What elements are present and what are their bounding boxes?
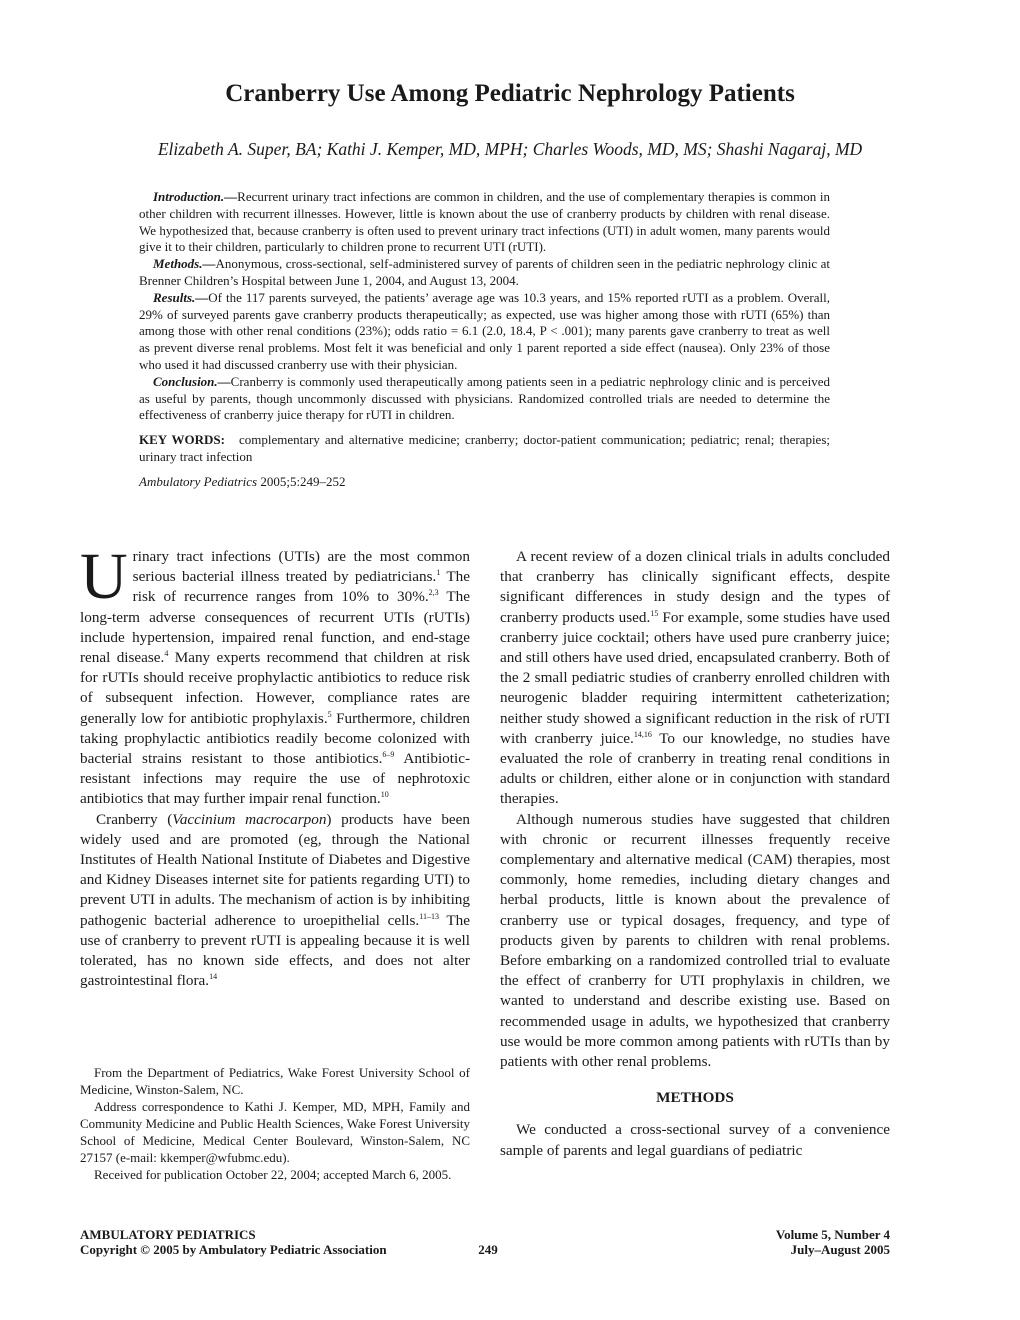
text-run: Furthermore, children taking prophylactic antibiotics readily become colonized with bacterial strains resistant to those antibiotics. (80, 709, 470, 768)
text-run: The risk of recurrence ranges from 10% to 30%. (132, 568, 470, 606)
abstract-results (139, 290, 830, 374)
text-run: Cranberry ( (96, 810, 173, 828)
text-run: Antibiotic-resistant infections may require the use of nephrotoxic antibiotics that may further impair renal function. (80, 750, 470, 808)
abstract-conclusion (139, 374, 830, 424)
left-column (80, 540, 470, 991)
footer-copyright: Copyright © 2005 by Ambulatory Pediatric Association (80, 1242, 387, 1257)
reference-marker: 4 (164, 649, 169, 659)
journal-name: Ambulatory Pediatrics (139, 473, 258, 489)
conclusion-label: Conclusion.— (153, 373, 231, 389)
text-run: The long-term adverse consequences of recurrent UTIs (rUTIs) include hypertension, impaired renal function, and end-stage renal disease. (80, 588, 470, 667)
right-column (500, 547, 890, 1161)
abstract (139, 189, 830, 491)
introduction-text: Recurrent urinary tract infections are common in children, and the use of complementary therapies is common in other children with recurrent illnesses. However, little is known about the use of cranberry products by children with renal disease. We hypothesized that, because cranberry is often used to prevent urinary tract infections (UTI) in adult women, many parents would give it to their children, particularly to children prone to recurrent UTI (rUTI). (139, 189, 830, 255)
author-list: Elizabeth A. Super, BA; Kathi J. Kemper, MD, MPH; Charles Woods, MD, MS; Shashi Nagaraj, MD (157, 139, 863, 159)
reference-marker: 15 (650, 608, 659, 618)
text-run: A recent review of a dozen clinical trials in adults concluded that cranberry has clinically significant effects, despite significant differences in study design and the types of cranberry products used. (500, 548, 890, 626)
reference-marker: 14,16 (633, 729, 652, 739)
intro-paragraph-3 (500, 547, 890, 810)
introduction-label: Introduction.— (153, 189, 238, 204)
reference-marker: 5 (327, 709, 332, 719)
text-run: To our knowledge, no studies have evaluated the role of cranberry in treating renal conditions in adults or children, either alone or in conjunction with standard therapies. (500, 729, 890, 808)
text-run: The use of cranberry to prevent rUTI is appealing because it is well tolerated, has no known side effects, and does not alter gastrointestinal flora. (80, 911, 470, 990)
footnote-received: Received for publication October 22, 2004; accepted March 6, 2005. (94, 1167, 452, 1182)
footer-right (776, 1227, 890, 1257)
footnote-address: Address correspondence to Kathi J. Kemper, MD, MPH, Family and Community Medicine and Public Health Sciences, Wake Forest University School of Medicine, Medical Center Boulevard, Winston-Salem, NC 27157 (e-mail: kkemper@wfubmc.edu). (80, 1099, 470, 1165)
results-label: Results.— (153, 289, 209, 305)
footnote-affiliation: From the Department of Pediatrics, Wake Forest University School of Medicine, Winston-Salem, NC. (80, 1065, 470, 1097)
species-name: Vaccinium macrocarpon (172, 810, 327, 828)
reference-marker: 2,3 (428, 588, 439, 598)
methods-heading: METHODS (656, 1089, 734, 1107)
methods-text: Anonymous, cross-sectional, self-administered survey of parents of children seen in the pediatric nephrology clinic at Brenner Children’s Hospital between June 1, 2004, and August 13, 2004. (139, 256, 830, 288)
intro-paragraph-1 (80, 540, 470, 810)
text-run: For example, some studies have used cranberry juice cocktail; others have used pure cranberry juice; and still others have used dried, encapsulated cranberry. Both of the 2 small pediatric studies of cranberry enrolled children with neurogenic bladder requiring intermittent catheterization; neither study showed a significant reduction in the risk of rUTI with cranberry juice. (500, 608, 890, 747)
reference-marker: 6–9 (382, 750, 395, 760)
intro-paragraph-4: Although numerous studies have suggested that children with chronic or recurrent illnesses frequently receive complementary and alternative medical (CAM) therapies, most commonly, home remedies, including dietary changes and herbal products, little is known about the prevalence of cranberry use or typical dosages, frequency, and type of products given by parents to children with renal problems. Before embarking on a randomized controlled trial to evaluate the effect of cranberry for UTI prophylaxis in children, we wanted to understand and describe existing use. Based on recommended usage in adults, we hypothesized that cranberry use would be more common among patients with rUTIs than by patients with other renal problems. (500, 810, 890, 1071)
text-run: rinary tract infections (UTIs) are the most common serious bacterial illness treated by pediatricians. (132, 548, 470, 586)
methods-label: Methods.— (153, 256, 216, 272)
reference-marker: 1 (436, 568, 441, 578)
footer-journal: AMBULATORY PEDIATRICS (80, 1227, 256, 1242)
conclusion-text: Cranberry is commonly used therapeutically among patients seen in a pediatric nephrology clinic and is perceived as useful by parents, though uncommonly discussed with physicians. Randomized controlled trials are needed to determine the effectiveness of cranberry juice therapy for rUTI in children. (139, 373, 830, 423)
drop-cap: U (80, 540, 128, 613)
abstract-methods (139, 256, 830, 290)
citation-text: 2005;5:249–252 (257, 473, 346, 489)
journal-citation (139, 474, 830, 491)
abstract-introduction (139, 189, 830, 256)
intro-paragraph-2 (80, 810, 470, 992)
text-run: Many experts recommend that children at risk for rUTIs should receive prophylactic antibiotics to reduce risk of subsequent infection. However, compliance rates are generally low for antibiotic prophylaxis. (80, 649, 470, 727)
footnotes (80, 1064, 470, 1183)
reference-marker: 11–13 (419, 911, 439, 921)
text-run: ) products have been widely used and are promoted (eg, through the National Institutes of Health National Institute of Diabetes and Digestive and Kidney Diseases internet site for patients regarding UTI) to prevent UTI in adults. The mechanism of action is by inhibiting pathogenic bacterial adherence to uroepithelial cells. (80, 810, 470, 929)
article-title: Cranberry Use Among Pediatric Nephrology Patients (225, 80, 795, 107)
results-text: Of the 117 parents surveyed, the patients’ average age was 10.3 years, and 15% reported rUTI as a problem. Overall, 29% of surveyed parents gave cranberry products therapeutically; as expected, use was higher among those with rUTI (65%) than among those with other renal conditions (23%); odds ratio = 6.1 (2.0, 18.4, P < .001); many parents gave cranberry to treat as well as prevent diverse renal problems. Most felt it was beneficial and only 1 parent reported a side effect (nausea). Only 23% of those who used it had discussed cranberry use with their physician. (139, 289, 830, 372)
keywords-label: KEY WORDS: (139, 432, 225, 448)
methods-paragraph-1: We conducted a cross-sectional survey of a convenience sample of parents and legal guardians of pediatric (500, 1121, 890, 1159)
keywords (139, 432, 830, 466)
footer-date: July–August 2005 (790, 1242, 890, 1257)
footer-volume: Volume 5, Number 4 (775, 1227, 890, 1242)
page-number: 249 (478, 1242, 498, 1257)
keywords-text: complementary and alternative medicine; cranberry; doctor-patient communication; pediatric; renal; therapies; urinary tract infection (139, 432, 831, 464)
reference-marker: 10 (380, 790, 389, 800)
reference-marker: 14 (209, 972, 218, 982)
